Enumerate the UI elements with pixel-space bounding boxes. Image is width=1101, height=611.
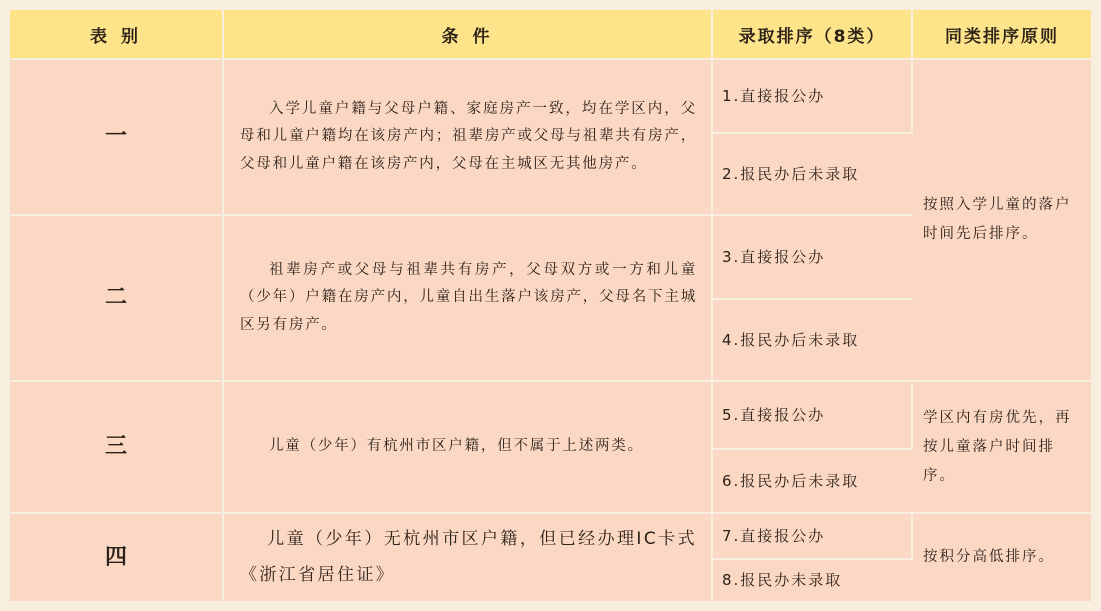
- table-row: [10, 60, 1091, 134]
- header-ranking-principle: 同类排序原则: [913, 10, 1091, 60]
- rank-6: 6.报民办后未录取: [713, 450, 913, 514]
- rank-8: 8.报民办未录取: [713, 560, 913, 603]
- condition-4-text: 儿童（少年）无杭州市区户籍，但已经办理IC卡式《浙江省居住证》: [240, 528, 697, 585]
- header-category: 表 别: [10, 10, 224, 60]
- rank-3: 3.直接报公办: [713, 216, 913, 300]
- rank-5: 5.直接报公办: [713, 382, 913, 450]
- table-header-row: [10, 10, 1091, 60]
- condition-1-text: 入学儿童户籍与父母户籍、家庭房产一致，均在学区内，父母和儿童户籍均在该房产内；祖辈房产或父母与祖辈共有房产，父母和儿童户籍在该房产内，父母在主城区无其他房产。: [240, 100, 697, 172]
- header-admission-order: 录取排序（8类）: [713, 10, 913, 60]
- category-1: 一: [10, 60, 224, 216]
- header-condition: 条 件: [224, 10, 713, 60]
- category-3: 三: [10, 382, 224, 514]
- admission-ranking-table: [10, 10, 1091, 603]
- rank-1: 1.直接报公办: [713, 60, 913, 134]
- condition-3: [224, 382, 713, 514]
- rank-7: 7.直接报公办: [713, 514, 913, 560]
- table-row: [10, 514, 1091, 560]
- condition-1: [224, 60, 713, 216]
- rule-category-4: 按积分高低排序。: [913, 514, 1091, 603]
- condition-2: [224, 216, 713, 382]
- rule-categories-1-2: 按照入学儿童的落户时间先后排序。: [913, 60, 1091, 382]
- rule-category-3: 学区内有房优先，再按儿童落户时间排序。: [913, 382, 1091, 514]
- rank-4: 4.报民办后未录取: [713, 300, 913, 382]
- rank-2: 2.报民办后未录取: [713, 134, 913, 216]
- condition-2-text: 祖辈房产或父母与祖辈共有房产，父母双方或一方和儿童（少年）户籍在房产内，儿童自出生落户该房产，父母名下主城区另有房产。: [240, 261, 697, 333]
- table-row: [10, 382, 1091, 450]
- category-2: 二: [10, 216, 224, 382]
- condition-3-text: 儿童（少年）有杭州市区户籍，但不属于上述两类。: [269, 438, 644, 455]
- category-4: 四: [10, 514, 224, 603]
- condition-4: [224, 514, 713, 603]
